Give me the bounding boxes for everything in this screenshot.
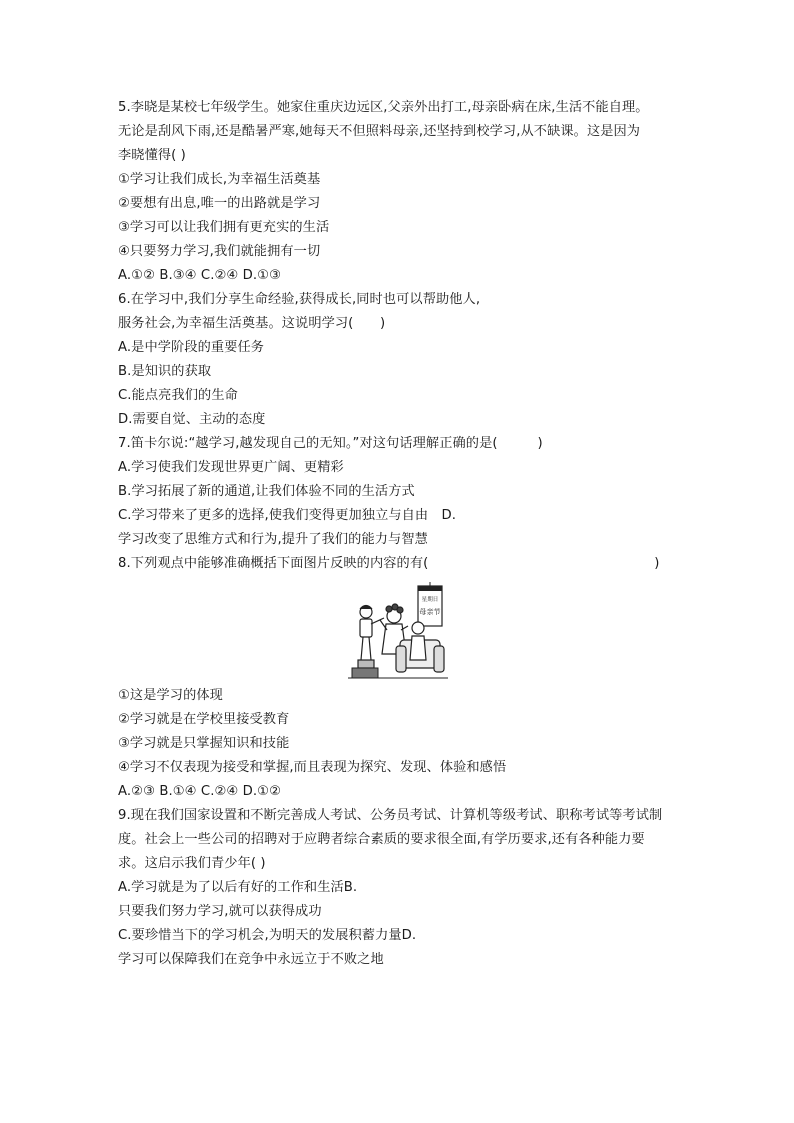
q5-statement-2: ②要想有出息,唯一的出路就是学习 — [118, 196, 321, 211]
q9-option-a: A.学习就是为了以后有好的工作和生活B. — [118, 880, 358, 895]
q6-option-b: B.是知识的获取 — [118, 364, 212, 379]
q5-stem-line-3: 李晓懂得( ) — [118, 148, 186, 163]
q6-option-d: D.需要自觉、主动的态度 — [118, 412, 266, 427]
q5-statement-1: ①学习让我们成长,为幸福生活奠基 — [118, 172, 321, 187]
q8-stem: 8.下列观点中能够准确概括下面图片反映的内容的有( ) — [118, 556, 660, 571]
question-6 — [118, 288, 678, 432]
q8-statement-1: ①这是学习的体现 — [118, 688, 223, 703]
q8-statement-2: ②学习就是在学校里接受教育 — [118, 712, 290, 727]
q9-stem-line-2: 度。社会上一些公司的招聘对于应聘者综合素质的要求很全面,有学历要求,还有各种能力要 — [118, 832, 645, 847]
q5-options: A.①② B.③④ C.②④ D.①③ — [118, 268, 282, 283]
q5-statement-3: ③学习可以让我们拥有更充实的生活 — [118, 220, 330, 235]
q7-option-a: A.学习使我们发现世界更广阔、更精彩 — [118, 460, 344, 475]
q7-stem: 7.笛卡尔说:“越学习,越发现自己的无知。”对这句话理解正确的是( ) — [118, 436, 543, 451]
calendar-icon — [418, 582, 442, 626]
calendar-day-text: 星期日 — [421, 597, 439, 603]
q5-stem-line-2: 无论是刮风下雨,还是酷暑严寒,她每天不但照料母亲,还坚持到校学习,从不缺课。这是因为 — [118, 124, 641, 139]
question-9 — [118, 804, 678, 972]
question-5 — [118, 96, 678, 288]
q5-statement-4: ④只要努力学习,我们就能拥有一切 — [118, 244, 321, 259]
q8-options: A.②③ B.①④ C.②④ D.①② — [118, 784, 282, 799]
q6-option-c: C.能点亮我们的生命 — [118, 388, 238, 403]
question-8 — [118, 552, 678, 804]
q8-statement-3: ③学习就是只掌握知识和技能 — [118, 736, 290, 751]
calendar-holiday-text: 母亲节 — [419, 608, 441, 616]
q8-statement-4: ④学习不仅表现为接受和掌握,而且表现为探究、发现、体验和感悟 — [118, 760, 507, 775]
q6-option-a: A.是中学阶段的重要任务 — [118, 340, 265, 355]
q7-option-d: 学习改变了思维方式和行为,提升了我们的能力与智慧 — [118, 532, 428, 547]
q9-stem-line-1: 9.现在我们国家设置和不断完善成人考试、公务员考试、计算机等级考试、职称考试等考试制 — [118, 808, 663, 823]
q9-stem-line-3: 求。这启示我们青少年( ) — [118, 856, 266, 871]
q7-option-c: C.学习带来了更多的选择,使我们变得更加独立与自由 D. — [118, 508, 457, 523]
q6-stem-line-1: 6.在学习中,我们分享生命经验,获得成长,同时也可以帮助他人, — [118, 292, 481, 307]
q7-option-b: B.学习拓展了新的通道,让我们体验不同的生活方式 — [118, 484, 415, 499]
mothers-day-illustration — [344, 582, 452, 682]
q6-stem-line-2: 服务社会,为幸福生活奠基。这说明学习( ) — [118, 316, 386, 331]
question-7 — [118, 432, 678, 552]
q9-option-d: 学习可以保障我们在竞争中永远立于不败之地 — [118, 952, 384, 967]
question-list — [118, 96, 678, 972]
q8-figure — [118, 576, 678, 684]
q9-option-b: 只要我们努力学习,就可以获得成功 — [118, 904, 322, 919]
child-figure — [358, 606, 384, 669]
q9-option-c: C.要珍惜当下的学习机会,为明天的发展积蓄力量D. — [118, 928, 417, 943]
q5-stem-line-1: 5.李晓是某校七年级学生。她家住重庆边远区,父亲外出打工,母亲卧病在床,生活不能自理。 — [118, 100, 649, 115]
